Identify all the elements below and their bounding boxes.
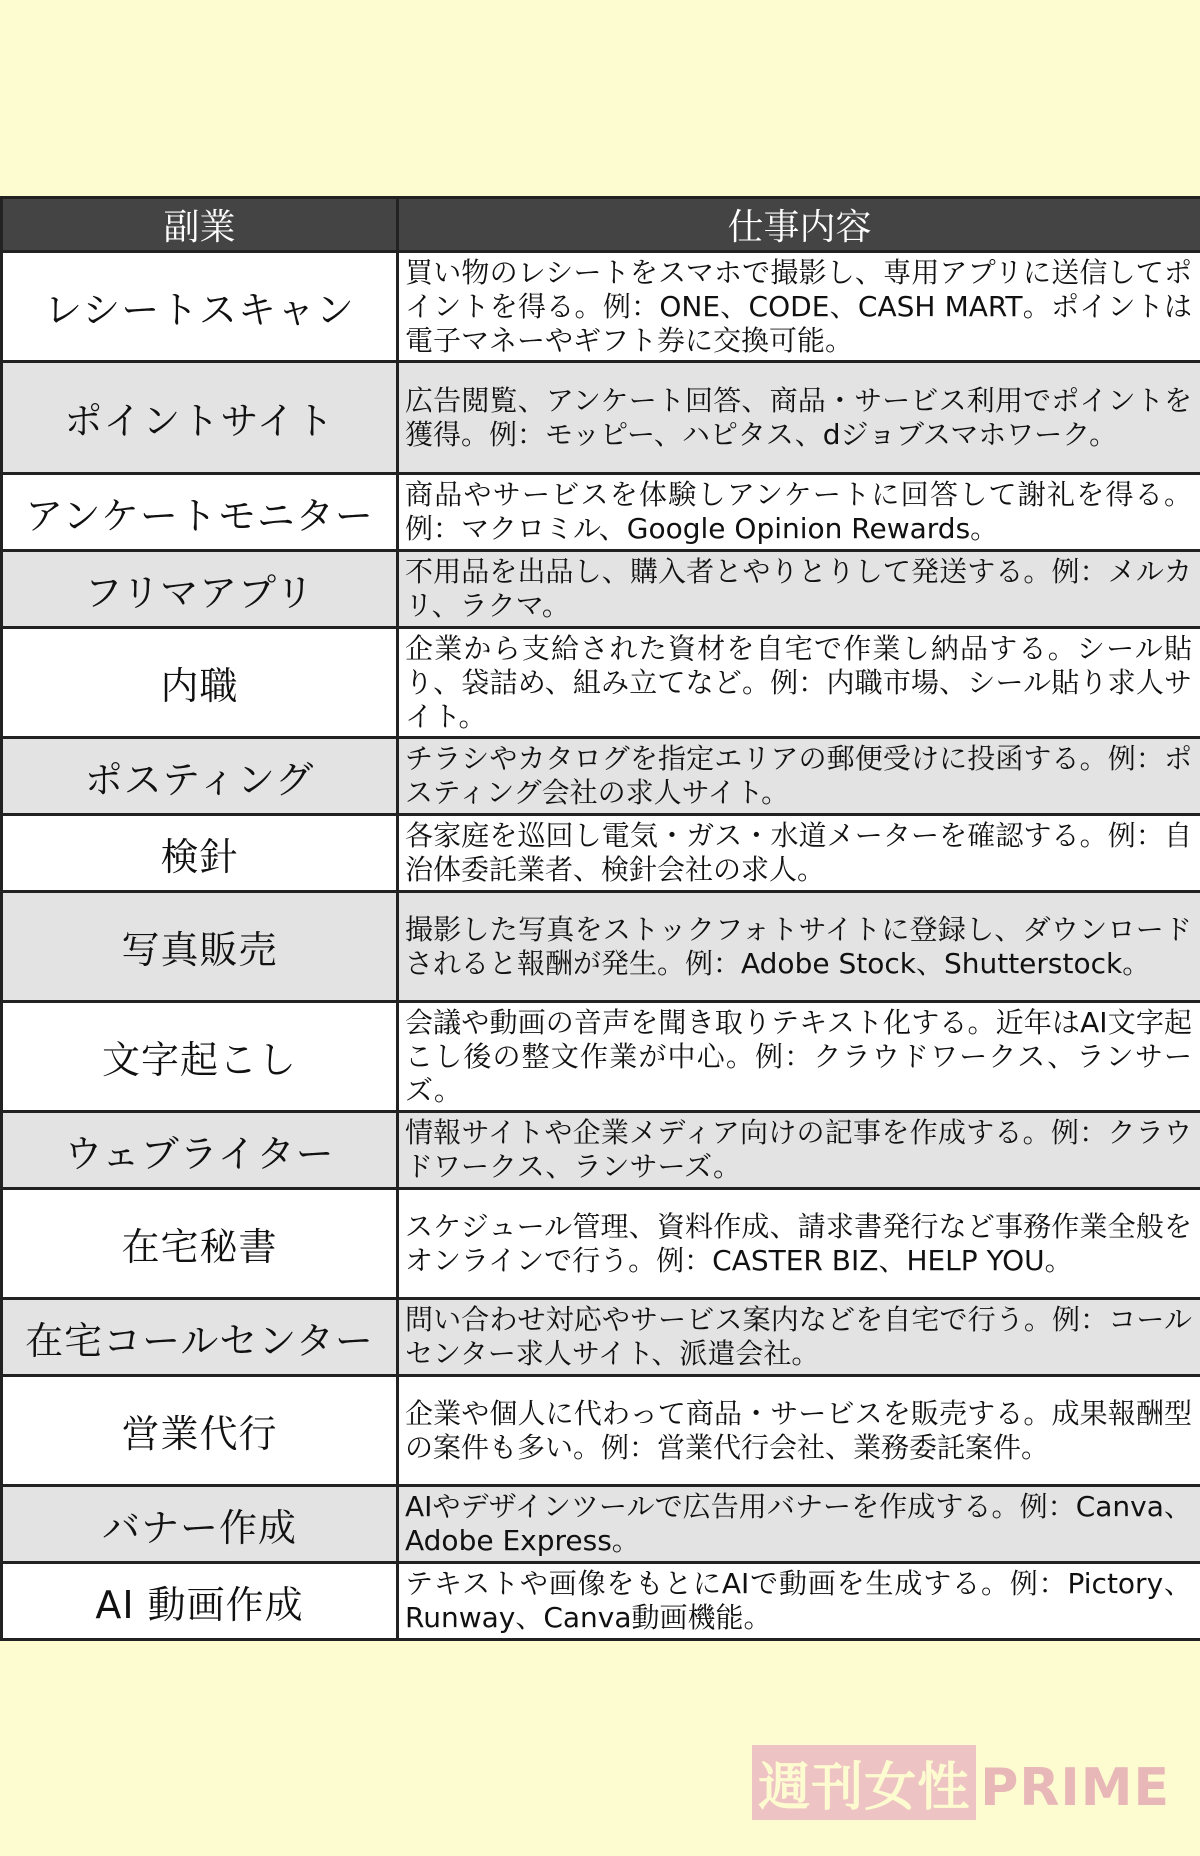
- side-job-name: AI 動画作成: [2, 1563, 398, 1640]
- side-job-name: ウェブライター: [2, 1112, 398, 1189]
- job-description: 会議や動画の音声を聞き取りテキスト化する。近年はAI文字起こし後の整文作業が中心。例：クラウドワークス、ランサーズ。: [398, 1002, 1200, 1112]
- side-job-name: バナー作成: [2, 1486, 398, 1563]
- job-description: 情報サイトや企業メディア向けの記事を作成する。例：クラウドワークス、ランサーズ。: [398, 1112, 1200, 1189]
- side-job-name: 内職: [2, 628, 398, 738]
- job-description: 各家庭を巡回し電気・ガス・水道メーターを確認する。例：自治体委託業者、検針会社の求人。: [398, 815, 1200, 892]
- job-description: 買い物のレシートをスマホで撮影し、専用アプリに送信してポイントを得る。例：ONE、CODE、CASH MART。ポイントは電子マネーやギフト券に交換可能。: [398, 252, 1200, 362]
- side-job-name: 文字起こし: [2, 1002, 398, 1112]
- side-job-name: 在宅コールセンター: [2, 1299, 398, 1376]
- side-job-name: ポスティング: [2, 738, 398, 815]
- side-job-name: 営業代行: [2, 1376, 398, 1486]
- side-job-name: アンケートモニター: [2, 474, 398, 551]
- table-row: [2, 1376, 1200, 1486]
- side-job-table: [0, 196, 1200, 1641]
- job-description: 問い合わせ対応やサービス案内などを自宅で行う。例：コールセンター求人サイト、派遣会社。: [398, 1299, 1200, 1376]
- job-description: テキストや画像をもとにAIで動画を生成する。例：Pictory、Runway、Canva動画機能。: [398, 1563, 1200, 1640]
- job-description: AIやデザインツールで広告用バナーを作成する。例：Canva、Adobe Express。: [398, 1486, 1200, 1563]
- table-row: [2, 362, 1200, 474]
- side-job-name: 写真販売: [2, 892, 398, 1002]
- side-job-name: レシートスキャン: [2, 252, 398, 362]
- table-row: [2, 1189, 1200, 1299]
- table-row: [2, 628, 1200, 738]
- job-description: 商品やサービスを体験しアンケートに回答して謝礼を得る。例：マクロミル、Google Opinion Rewards。: [398, 474, 1200, 551]
- table-row: [2, 252, 1200, 362]
- publisher-watermark: [752, 1745, 1170, 1820]
- table-row: [2, 474, 1200, 551]
- table-row: [2, 1112, 1200, 1189]
- watermark-box-text: 週刊女性: [752, 1745, 976, 1820]
- job-description: 撮影した写真をストックフォトサイトに登録し、ダウンロードされると報酬が発生。例：Adobe Stock、Shutterstock。: [398, 892, 1200, 1002]
- table-row: [2, 551, 1200, 628]
- table-row: [2, 1563, 1200, 1640]
- job-description: チラシやカタログを指定エリアの郵便受けに投函する。例：ポスティング会社の求人サイト。: [398, 738, 1200, 815]
- header-side-job: 副業: [2, 198, 398, 252]
- table-row: [2, 1299, 1200, 1376]
- side-job-name: 検針: [2, 815, 398, 892]
- table-row: [2, 815, 1200, 892]
- table-row: [2, 1002, 1200, 1112]
- table-row: [2, 892, 1200, 1002]
- side-job-name: フリマアプリ: [2, 551, 398, 628]
- job-description: 企業や個人に代わって商品・サービスを販売する。成果報酬型の案件も多い。例：営業代行会社、業務委託案件。: [398, 1376, 1200, 1486]
- side-job-name: 在宅秘書: [2, 1189, 398, 1299]
- table-row: [2, 738, 1200, 815]
- side-job-name: ポイントサイト: [2, 362, 398, 474]
- job-description: スケジュール管理、資料作成、請求書発行など事務作業全般をオンラインで行う。例：CASTER BIZ、HELP YOU。: [398, 1189, 1200, 1299]
- job-description: 広告閲覧、アンケート回答、商品・サービス利用でポイントを獲得。例：モッピー、ハピタス、dジョブスマホワーク。: [398, 362, 1200, 474]
- job-description: 企業から支給された資材を自宅で作業し納品する。シール貼り、袋詰め、組み立てなど。例：内職市場、シール貼り求人サイト。: [398, 628, 1200, 738]
- job-description: 不用品を出品し、購入者とやりとりして発送する。例：メルカリ、ラクマ。: [398, 551, 1200, 628]
- table-row: [2, 1486, 1200, 1563]
- header-job-content: 仕事内容: [398, 198, 1200, 252]
- watermark-text: PRIME: [980, 1758, 1170, 1818]
- table-body: [2, 252, 1200, 1640]
- table-header-row: [2, 198, 1200, 252]
